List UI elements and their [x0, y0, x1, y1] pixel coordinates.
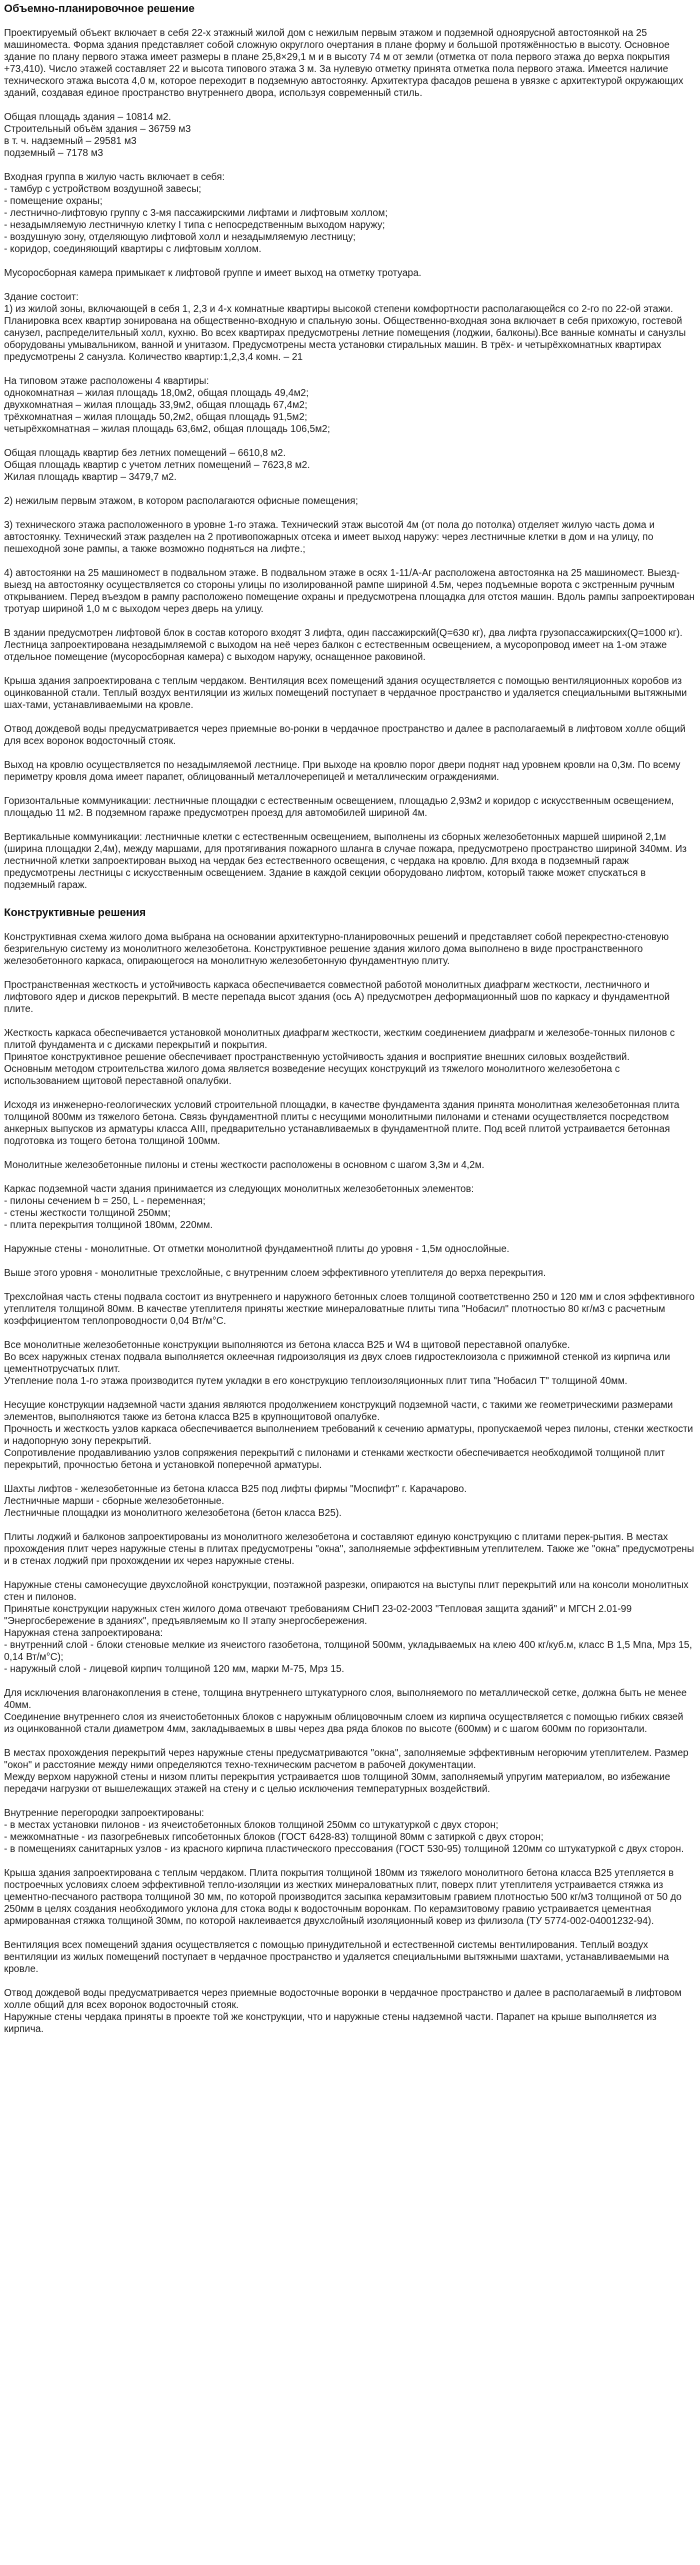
paragraph: Входная группа в жилую часть включает в себя: - тамбур с устройством воздушной завесы; - помещение охраны; - лестнично-лифтовую группу с 3-мя пассажирскими лифтами и лифтовым холлом; - незадымляемую лестничную клетку I типа с непосредственным выходом наружу; - воздушную зону, отделяющую лифтовой холл и незадымляемую лестницу; - коридор, соединяющий квартиры с лифтовым холлом.: [4, 172, 388, 255]
paragraph: Горизонтальные коммуникации: лестничные площадки с естественным освещением, площадью 2,93м2 и коридор с искусственным освещением, площадью 11 м2. В подземном гараже предусмотрен проезд для автомобилей шириной 4м.: [4, 796, 674, 819]
paragraph: Здание состоит: 1) из жилой зоны, включающей в себя 1, 2,3 и 4-х комнатные квартиры высокой степени комфортности располагающейся со 2-го по 22-ой этажи. Планировка всех квартир зонирована на общественно-входную и спальную зоны. Общественно-входная зона включает в себя прихожую, гостевой санузел, распределительный холл, кухню. Во всех квартирах предусмотрены летние помещения (лоджии, балконы).Все ванные комнаты и санузлы оборудованы умывальником, ванной и унитазом. Предусмотрены места установки стиральных машин. В трёх- и четырёхкомнатных квартирах предусмотрены 2 санузла. Количество квартир:1,2,3,4 комн. – 21: [4, 292, 686, 363]
paragraph: Пространственная жесткость и устойчивость каркаса обеспечивается совместной работой монолитных диафрагм жесткости, лестничного и лифтового ядер и дисков перекрытий. В месте перепада высот здания (ось А) предусмотрен деформационный шов по каркасу и фундаментной плите.: [4, 980, 670, 1015]
paragraph: Вертикальные коммуникации: лестничные клетки с естественным освещением, выполнены из сборных железобетонных маршей шириной 2,1м (ширина площадки 2,4м), между маршами, для протягивания пожарного шланга в случае пожара, предусмотрено пространство шириной 340мм. Из лестничной клетки запроектирован выход на чердак без естественного освещения, с чердака на кровлю. Для входа в подземный гараж предусмотрены лестницы с искусственным освещением. Здание в каждой секции оборудовано лифтом, который также может спускаться в подземный гараж.: [4, 832, 687, 891]
paragraph: Отвод дождевой воды предусматривается через приемные водосточные воронки в чердачное пространство и далее в располагаемый в лифтовом холле общий для всех воронок водосточный стояк. Наружные стены чердака приняты в проекте той же конструкции, что и наружные стены надземной части. Парапет на крыше выполняется из кирпича.: [4, 1988, 682, 2035]
paragraph: Внутренние перегородки запроектированы: - в местах установки пилонов - из ячеистобетонных блоков толщиной 250мм со штукатуркой с двух сторон; - межкомнатные - из пазогребневых гипсобетонных блоков (ГОСТ 6428-83) толщиной 80мм с затиркой с двух сторон; - в помещениях санитарных узлов - из красного кирпича пластического прессования (ГОСТ 530-95) толщиной 120мм со штукатуркой с двух сторон.: [4, 1808, 684, 1855]
paragraph: В здании предусмотрен лифтовой блок в состав которого входят 3 лифта, один пассажирский(Q=630 кг), два лифта грузопассажирских(Q=1000 кг). Лестница запроектирована незадымляемой с выходом на неё через балкон с естественным освещением, а мусоропровод имеет на 1-ом этаже отдельное помещение (мусоросборная камера) с выходом наружу, оснащенное раковиной.: [4, 628, 683, 663]
paragraph: Вентиляция всех помещений здания осуществляется с помощью принудительной и естественной системы вентилирования. Теплый воздух вентиляции из жилых помещений поступает в чердачное пространство и удаляется специальными вытяжными шахтами, устанавливаемыми на кровле.: [4, 1940, 669, 1975]
paragraph: Крыша здания запроектирована с теплым чердаком. Вентиляция всех помещений здания осуществляется с помощью вентиляционных коробов из оцинкованной стали. Теплый воздух вентиляции из жилых помещений поступает в чердачное пространство и удаляется специальными вытяжными шах-тами, устанавливаемыми на кровле.: [4, 676, 687, 711]
paragraph: Плиты лоджий и балконов запроектированы из монолитного железобетона и составляют единую конструкцию с плитами перек-рытия. В местах прохождения плит через наружные стены в плитах предусмотрены "окна", заполняемые эффективным утеплителем. Также же "окна" предусмотрены и в стенах лоджий при прохождении их через наружные стены.: [4, 1532, 695, 1567]
paragraph: Мусоросборная камера примыкает к лифтовой группе и имеет выход на отметку тротуара.: [4, 268, 422, 279]
paragraph: Наружные стены самонесущие двухслойной конструкции, поэтажной разрезки, опираются на выступы плит перекрытий или на консоли монолитных стен и пилонов. Принятые конструкции наружных стен жилого дома отвечают требованиям СНиП 23-02-2003 "Тепловая защита зданий" и МГСН 2.01-99 "Энергосбережение в зданиях", предъявляемым ко II этапу энергосбережения. Наружная стена запроектирована: - внутренний слой - блоки стеновые мелкие из ячеистого газобетона, толщиной 500мм, укладываемых на клею 400 кг/куб.м, класс В 1,5 Мпа, Мрз 15, 0,14 Вт/м°С); - наружный слой - лицевой кирпич толщиной 120 мм, марки М-75, Мрз 15.: [4, 1580, 693, 1675]
paragraph: Конструктивная схема жилого дома выбрана на основании архитектурно-планировочных решений и представляет собой перекрестно-стеновую безригельную систему из монолитного железобетона. Конструктивное решение здания жилого дома выполнено в виде пространственного железобетонного каркаса, опирающегося на монолитную железобетонную фундаментную плиту.: [4, 932, 669, 967]
paragraph: 2) нежилым первым этажом, в котором располагаются офисные помещения;: [4, 496, 359, 507]
paragraph: Шахты лифтов - железобетонные из бетона класса В25 под лифты фирмы "Моспифт" г. Карачарово. Лестничные марши - сборные железобетонные. Лестничные площадки из монолитного железобетона (бетон класса В25).: [4, 1484, 467, 1519]
paragraph: Общая площадь квартир без летних помещений – 6610,8 м2. Общая площадь квартир с учетом летних помещений – 7623,8 м2. Жилая площадь квартир – 3479,7 м2.: [4, 448, 311, 483]
paragraph: Проектируемый объект включает в себя 22-х этажный жилой дом с нежилым первым этажом и подземной одноярусной автостоянкой на 25 машиноместа. Форма здания представляет собой сложную округлого очертания в плане форму и большой протяжённостью в высоту. Основное здание по плану первого этажа имеет размеры в плане 25,8×29,1 м и в высоту 74 м от земли (отметка от пола первого этажа до верха покрытия +73,410). Число этажей составляет 22 и высота типового этажа 3 м. За нулевую отметку принята отметка пола первого этажа. Имеется наличие технического этажа высота 4,0 м, которое переходит в подземную автостоянку. Архитектура фасадов решена в увязке с архитектурой окружающих зданий, создавая единое пространство внутреннего двора, используя современный стиль.: [4, 28, 684, 99]
paragraph: Наружные стены - монолитные. От отметки монолитной фундаментной плиты до уровня - 1,5м однослойные.: [4, 1244, 510, 1255]
paragraph: Жесткость каркаса обеспечивается установкой монолитных диафрагм жесткости, жестким соединением диафрагм и железобе-тонных пилонов с плитой фундамента и с дисками перекрытий и покрытия. Принятое конструктивное решение обеспечивает пространственную устойчивость здания и восприятие внешних силовых воздействий. Основным методом строительства жилого дома является возведение несущих конструкций из тяжелого монолитного железобетона с использованием щитовой переставной опалубки.: [4, 1028, 675, 1087]
section-title: Конструктивные решения: [4, 907, 146, 919]
paragraph: На типовом этаже расположены 4 квартиры: однокомнатная – жилая площадь 18,0м2, общая площадь 49,4м2; двухкомнатная – жилая площадь 33,9м2, общая площадь 67,4м2; трёхкомнатная – жилая площадь 50,2м2, общая площадь 91,5м2; четырёхкомнатная – жилая площадь 63,6м2, общая площадь 106,5м2;: [4, 376, 331, 435]
paragraph: Монолитные железобетонные пилоны и стены жесткости расположены в основном с шагом 3,3м и 4,2м.: [4, 1160, 485, 1171]
paragraph: Выход на кровлю осуществляется по незадымляемой лестнице. При выходе на кровлю порог двери поднят над уровнем кровли на 0,3м. По всему периметру кровля дома имеет парапет, облицованный металлочерепицей и металлическим ограждениями.: [4, 760, 681, 783]
paragraph: 3) технического этажа расположенного в уровне 1-го этажа. Технический этаж высотой 4м (от пола до потолка) отделяет жилую часть дома и автостоянку. Технический этаж разделен на 2 противопожарных отсека и имеет выход наружу: через лестничные клетки в дом и на улицу, по пешеходной зоне рампы, а также возможно подняться на лифте.;: [4, 520, 655, 555]
section-structural-solution: [4, 906, 696, 2036]
paragraph: Для исключения влагонакопления в стене, толщина внутреннего штукатурного слоя, выполняемого по металлической сетке, должна быть не менее 40мм. Соединение внутреннего слоя из ячеистобетонных блоков с наружным облицовочным слоем из кирпича осуществляется с помощью гибких связей из оцинкованной стали диаметром 4мм, закладываемых в швы через два ряда блоков по высоте (600мм) и с шагом 600мм по горизонтали.: [4, 1688, 687, 1735]
paragraph: Выше этого уровня - монолитные трехслойные, с внутренним слоем эффективного утеплителя до верха перекрытия.: [4, 1268, 546, 1279]
paragraph: Трехслойная часть стены подвала состоит из внутреннего и наружного бетонных слоев толщиной соответственно 250 и 120 мм и слоя эффективного утеплителя толщиной 80мм. В качестве утеплителя приняты жесткие минераловатные плиты типа "Нобасил" плотностью 80 кг/м3 с расчетным коэффициентом теплопроводности 0,04 Вт/м°С.: [4, 1292, 695, 1327]
paragraph: Отвод дождевой воды предусматривается через приемные во-ронки в чердачное пространство и далее в располагаемый в лифтовом холле общий для всех воронок водосточный стояк.: [4, 724, 686, 747]
paragraph: Все монолитные железобетонные конструкции выполняются из бетона класса В25 и W4 в щитовой переставной опалубке. Во всех наружных стенах подвала выполняется оклеечная гидроизоляция из двух слоев гидростеклоизола с прижимной стенкой из кирпича или цементнотрусчатых плит. Утепление пола 1-го этажа производится путем укладки в его конструкцию теплоизоляционных плит типа "Нобасил Т" толщиной 40мм.: [4, 1340, 671, 1387]
section-layout-solution: [4, 2, 696, 892]
paragraph: Общая площадь здания – 10814 м2. Строительный объём здания – 36759 м3 в т. ч. надземный – 29581 м3 подземный – 7178 м3: [4, 112, 191, 159]
paragraph: В местах прохождения перекрытий через наружные стены предусматриваются "окна", заполняемые эффективным негорючим утеплителем. Размер "окон" и расстояние между ними определяются техно-техническим расчетом в рабочей документации. Между верхом наружной стены и низом плиты перекрытия устраивается шов толщиной 30мм, заполняемый упругим материалом, во избежание передачи нагрузки от вышележащих этажей на стену и с целью исключения температурных воздействий.: [4, 1748, 689, 1795]
section-title: Объемно-планировочное решение: [4, 3, 195, 15]
paragraph: Крыша здания запроектирована с теплым чердаком. Плита покрытия толщиной 180мм из тяжелого монолитного бетона класса В25 утепляется в построечных условиях слоем эффективной тепло-изоляции из жестких минераловатных плит, поверх плит утеплителя устраивается стяжка из цементно-песчаного раствора толщиной 30 мм, по которой производится засыпка керамзитовым гравием плотностью 500 кг/м3 толщиной от 50 до 250мм в целях создания необходимого уклона для стока воды к водосточным воронкам. По керамзитовому гравию устраивается цементная армированная стяжка толщиной 30мм, по которой наклеивается двухслойный изоляционный ковер из филизола (ТУ 5774-002-04001232-94).: [4, 1868, 682, 1927]
paragraph: Несущие конструкции надземной части здания являются продолжением конструкций подземной части, с такими же геометрическими размерами элементов, выполняются также из бетона класса В25 в крупнощитовой опалубке. Прочность и жесткость узлов каркаса обеспечивается выполнением требований к сечению арматуры, пропускаемой через пилоны, стенки жесткости и надопорную зону перекрытий. Сопротивление продавливанию узлов сопряжения перекрытий с пилонами и стенками жесткости обеспечивается необходимой толщиной плит перекрытий, прочностью бетона и установкой поперечной арматуры.: [4, 1400, 694, 1471]
paragraph: Каркас подземной части здания принимается из следующих монолитных железобетонных элементов: - пилоны сечением b = 250, L - переменная; - стены жесткости толщиной 250мм; - плита перекрытия толщиной 180мм, 220мм.: [4, 1184, 474, 1231]
paragraph: Исходя из инженерно-геологических условий строительной площадки, в качестве фундамента здания принята монолитная железобетонная плита толщиной 800мм из тяжелого бетона. Связь фундаментной плиты с несущими монолитными пилонами и стенами осуществляется посредством анкерных выпусков из арматуры класса АIII, предварительно устанавливаемых в фундаментной плите. Под всей плитой устраивается бетонная подготовка из тощего бетона толщиной 100мм.: [4, 1100, 680, 1147]
paragraph: 4) автостоянки на 25 машиномест в подвальном этаже. В подвальном этаже в осях 1-11/А-Аг расположена автостоянка на 25 машиномест. Выезд-выезд на автостоянку осуществляется со стороны улицы по изолированной рампе шириной 4.5м, через подъемные ворота с экстренным ручным открыванием. Перед въездом в рампу расположено помещение охраны и предусмотрена площадка для отстоя машин. Вдоль рампы запроектирован тротуар шириной 1,0 м с выходом через дверь на улицу.: [4, 568, 695, 615]
